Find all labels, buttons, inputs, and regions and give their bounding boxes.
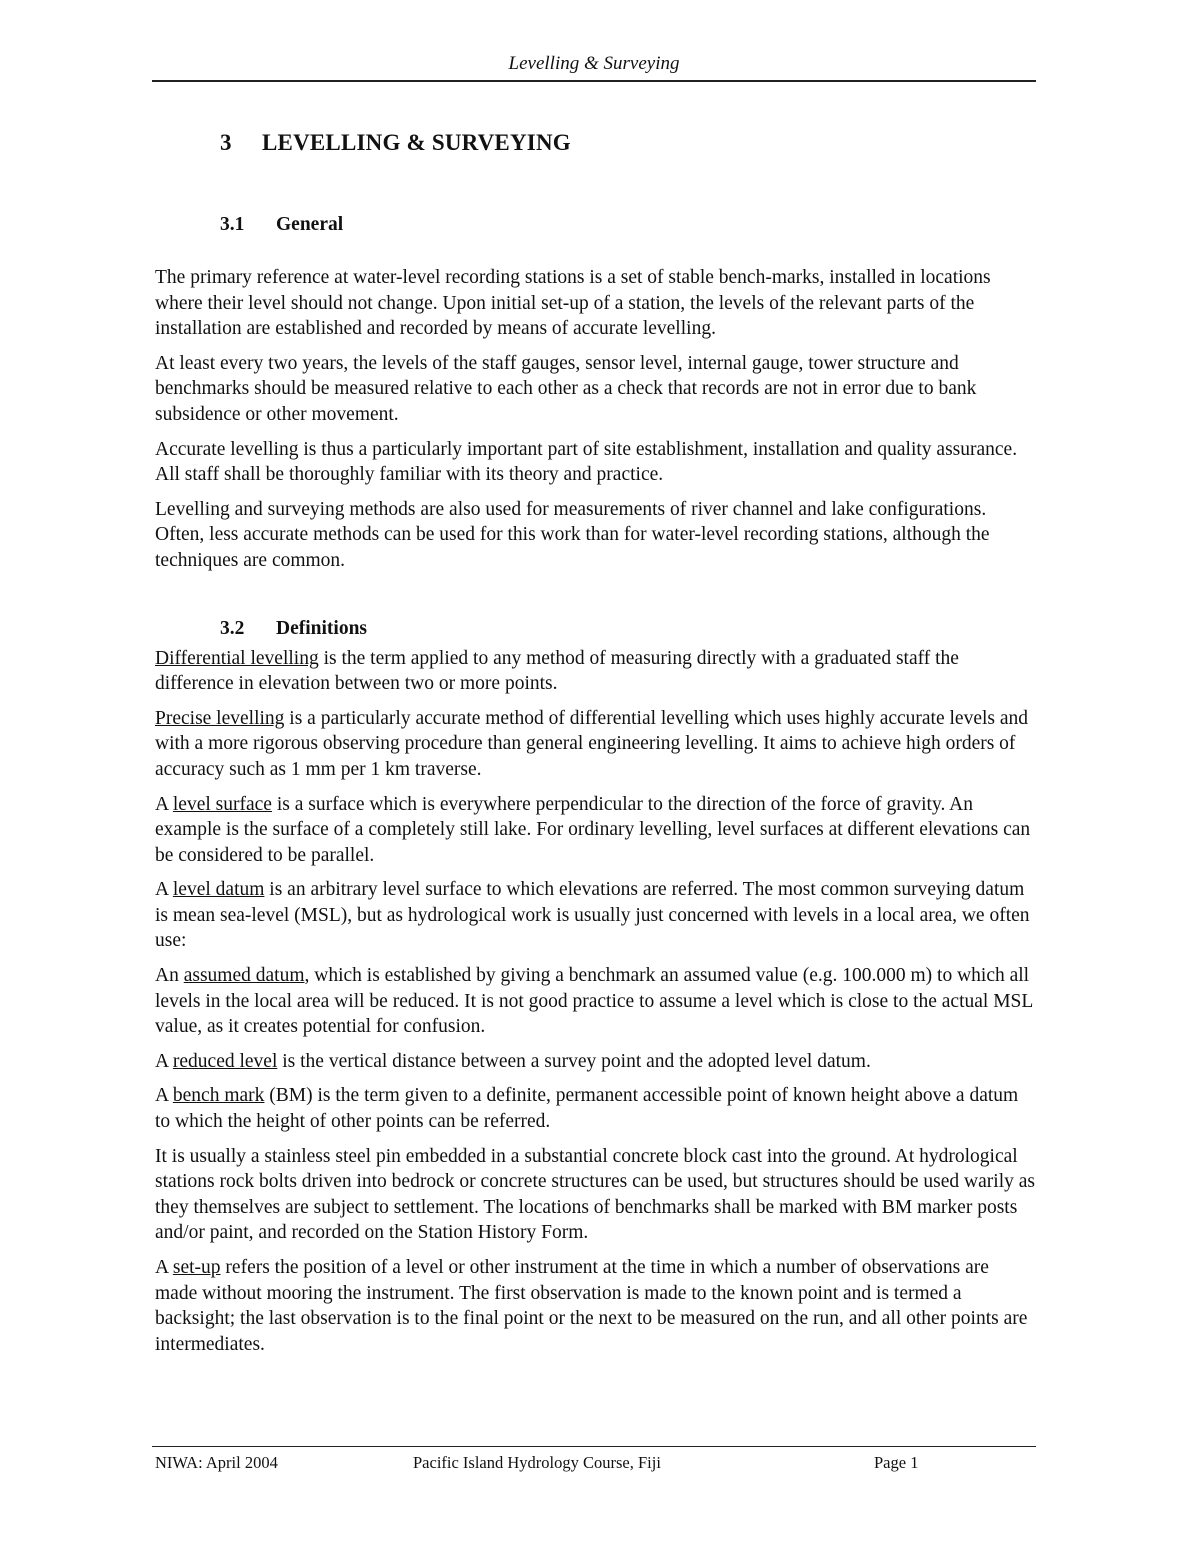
section-number: 3.1 bbox=[220, 214, 245, 235]
definition-assumed-datum: An assumed datum, which is established by giving a benchmark an assumed value (e.g. 100.000 m) to which all levels in the local area will be reduced. It is not good practice to assume a level which is close to the actual MSL value, as it creates potential for confusion. bbox=[155, 965, 1033, 1038]
defined-term: bench mark bbox=[172, 1085, 265, 1107]
definition-bench-mark: A bench mark (BM) is the term given to a definite, permanent accessible point of known height above a datum to which the height of other points can be referred. bbox=[155, 1085, 1019, 1133]
bench-mark-details: It is usually a stainless steel pin embedded in a substantial concrete block cast into the ground. At hydrological stations rock bolts driven into bedrock or concrete structures can be used, but structures should be used warily as they themselves are subject to settlement. The locations of benchmarks shall be marked with BM marker posts and/or paint, and recorded on the Station History Form. bbox=[155, 1145, 1035, 1244]
running-header-title: Levelling & Surveying bbox=[508, 53, 680, 74]
running-header bbox=[152, 52, 1036, 82]
chapter-heading bbox=[220, 128, 1035, 158]
general-paragraph-4: Levelling and surveying methods are also used for measurements of river channel and lake configurations. Often, less accurate methods can be used for this work than for water-level recording stations, although the techniques are common. bbox=[155, 498, 990, 571]
section-heading-definitions bbox=[220, 616, 1035, 642]
footer-organization-date: NIWA: April 2004 bbox=[155, 1453, 278, 1472]
general-paragraph-3: Accurate levelling is thus a particularly important part of site establishment, installation and quality assurance. All staff shall be thoroughly familiar with its theory and practice. bbox=[155, 438, 1018, 486]
general-paragraph-1: The primary reference at water-level recording stations is a set of stable bench-marks, installed in locations where their level should not change. Upon initial set-up of a station, the levels of the relevant parts of the installation are established and recorded by means of accurate levelling. bbox=[155, 267, 991, 340]
definition-level-surface: A level surface is a surface which is everywhere perpendicular to the direction of the force of gravity. An example is the surface of a completely still lake. For ordinary levelling, level surfaces at different elevations can be considered to be parallel. bbox=[155, 793, 1031, 866]
chapter-title: LEVELLING & SURVEYING bbox=[262, 130, 571, 155]
footer-page-number: Page 1 bbox=[874, 1453, 919, 1472]
definition-differential-levelling: Differential levelling is the term applied to any method of measuring directly with a graduated staff the difference in elevation between two or more points. bbox=[155, 647, 959, 695]
page-footer bbox=[152, 1446, 1036, 1472]
definition-set-up: A set-up refers the position of a level or other instrument at the time in which a number of observations are made without mooring the instrument. The first observation is made to the known point and is termed a backsight; the last observation is to the final point or the next to be measured on the run, and all other points are intermediates. bbox=[155, 1257, 1028, 1355]
defined-term: level datum bbox=[172, 879, 265, 901]
section-heading-general bbox=[220, 212, 1035, 238]
defined-term: assumed datum bbox=[183, 965, 305, 987]
defined-term: Precise levelling bbox=[155, 707, 285, 729]
section-number: 3.2 bbox=[220, 617, 245, 639]
defined-term: level surface bbox=[172, 793, 272, 815]
footer-course-title: Pacific Island Hydrology Course, Fiji bbox=[413, 1453, 661, 1472]
section-title: Definitions bbox=[276, 617, 368, 639]
chapter-number: 3 bbox=[220, 130, 232, 155]
page-content bbox=[155, 128, 1035, 1366]
section-title: General bbox=[276, 214, 344, 235]
definition-reduced-level: A reduced level is the vertical distance between a survey point and the adopted level datum. bbox=[155, 1050, 871, 1072]
definition-precise-levelling: Precise levelling is a particularly accurate method of differential levelling which uses highly accurate levels and with a more rigorous observing procedure than general engineering levelling. It aims to achieve high orders of accuracy such as 1 mm per 1 km traverse. bbox=[155, 707, 1029, 780]
defined-term: Differential levelling bbox=[155, 647, 319, 669]
defined-term: reduced level bbox=[172, 1050, 278, 1072]
definition-level-datum: A level datum is an arbitrary level surface to which elevations are referred. The most common surveying datum is mean sea-level (MSL), but as hydrological work is usually just concerned with levels in a local area, we often use: bbox=[155, 879, 1030, 952]
defined-term: set-up bbox=[172, 1257, 221, 1278]
general-paragraph-2: At least every two years, the levels of the staff gauges, sensor level, internal gauge, tower structure and benchmarks should be measured relative to each other as a check that records are not in error due to bank subsidence or other movement. bbox=[155, 352, 977, 425]
